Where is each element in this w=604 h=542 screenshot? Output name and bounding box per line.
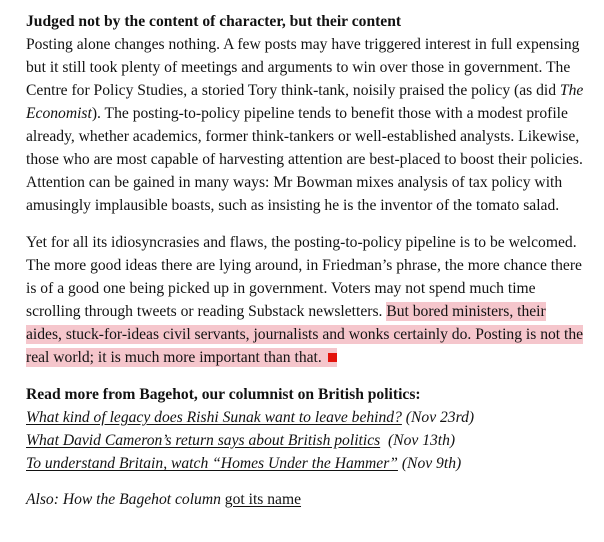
paragraph-1-text-b: ). The posting-to-policy pipeline tends to benefit those with a modest profile already, whether academics, former think-tankers or well-established analysts. Likewise, those who are most capable of harvesting attention are best-placed to boost their policies. Attention can be gained in many ways: Mr Bowman mixes analysis of tax policy with amusingly implausible boasts, such as insisting he is the inventor of the tomato salad.	[26, 105, 583, 214]
paragraph-1-text-a: Posting alone changes nothing. A few posts may have triggered interest in full expensing but it still took plenty of meetings and arguments to win over those in government. The Centre for Policy Studies, a storied Tory think-tank, noisily praised the policy (as did	[26, 36, 580, 99]
also-prefix: Also: How the Bagehot column	[26, 491, 225, 508]
read-more-item	[26, 452, 584, 475]
paragraph-1	[26, 33, 584, 217]
paragraph-2-text: Yet for all its idiosyncrasies and flaws, the posting-to-policy pipeline is to be welcomed. The more good ideas there are lying around, in Friedman’s phrase, the more chance there is of a good one being picked up in government. Voters may not spend much time scrolling through tweets or reading Substack newsletters.	[26, 234, 582, 320]
highlighted-text: But bored ministers, their aides, stuck-for-ideas civil servants, journalists and wonks certainly do. Posting is not the real world; it is much more important than that.	[26, 303, 584, 366]
end-mark-icon	[328, 353, 337, 362]
publication-name: The Economist	[26, 82, 584, 122]
read-more-link-3[interactable]: To understand Britain, watch “Homes Under the Hammer”	[26, 455, 398, 472]
read-more-link-2[interactable]: What David Cameron’s return says about British politics	[26, 432, 381, 449]
read-more-section	[26, 383, 584, 475]
section-heading: Judged not by the content of character, but their content	[26, 13, 402, 30]
read-more-date-2: (Nov 13th)	[380, 432, 456, 449]
also-note	[26, 488, 584, 511]
read-more-link-1[interactable]: What kind of legacy does Rishi Sunak want to leave behind?	[26, 409, 402, 426]
read-more-date-3: (Nov 9th)	[397, 455, 462, 472]
read-more-date-1: (Nov 23rd)	[401, 409, 475, 426]
paragraph-2	[26, 231, 584, 369]
read-more-item	[26, 429, 584, 452]
column-name-link[interactable]: got its name	[224, 491, 302, 508]
read-more-title: Read more from Bagehot, our columnist on British politics:	[26, 386, 421, 403]
read-more-item	[26, 406, 584, 429]
